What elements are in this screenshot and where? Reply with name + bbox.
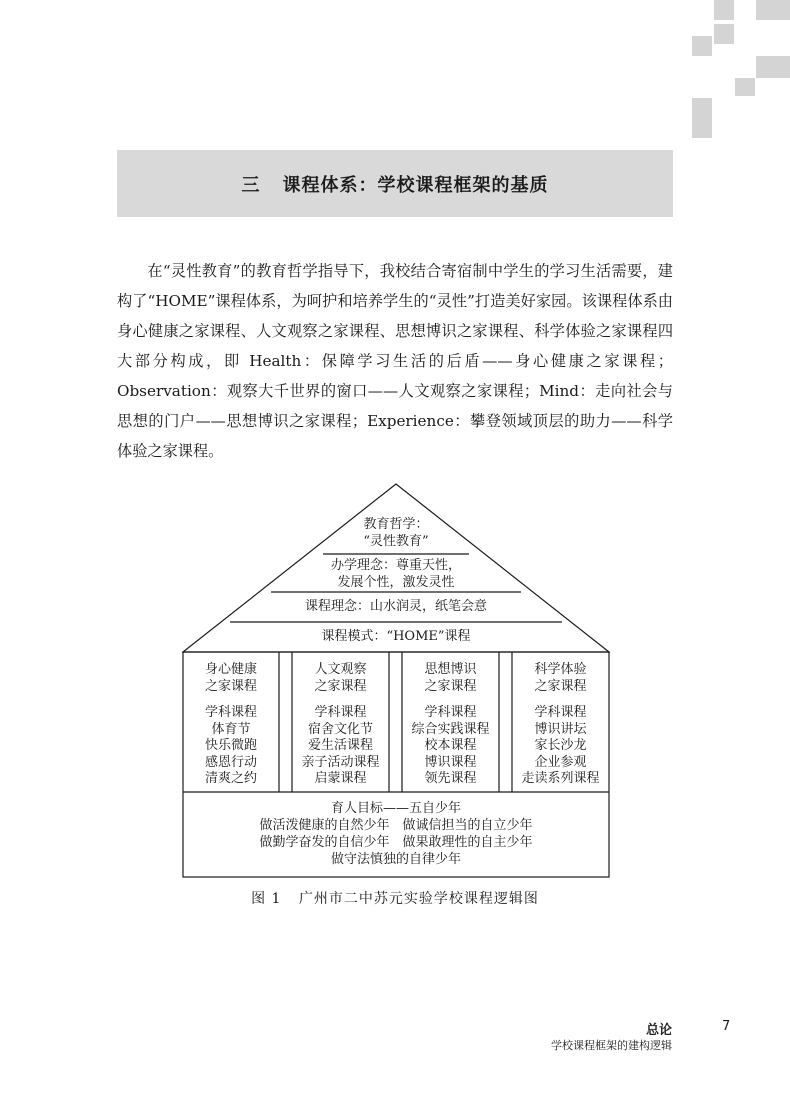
column-item: 校本课程 bbox=[424, 738, 477, 753]
goals-line: 做活泼健康的自然少年 做诚信担当的自立少年 bbox=[259, 818, 533, 833]
column-item: 学科课程 bbox=[534, 705, 587, 720]
column-item: 亲子活动课程 bbox=[301, 754, 380, 770]
goals-line: 做守法慎独的自律少年 bbox=[330, 852, 461, 867]
column-title bbox=[292, 662, 389, 695]
column-title-line: 科学体验 bbox=[534, 662, 587, 677]
column-title-line: 思想博识 bbox=[424, 662, 477, 677]
column-item: 学科课程 bbox=[204, 705, 257, 720]
course-column-experience bbox=[512, 662, 609, 788]
body-paragraph: 在“灵性教育”的教育哲学指导下，我校结合寄宿制中学生的学习生活需要，建构了“HOME”课程体系，为呵护和培养学生的“灵性”打造美好家园。该课程体系由身心健康之家课程、人文观察之家课程、思想博识之家课程、科学体验之家课程四大部分构成，即 Health：保障学习生活的后盾——身心健康之家课程；Observation：观察大千世界的窗口——人文观察之家课程；Mind：走向社会与思想的门户——思想博识之家课程；Experience：攀登领域顶层的助力——科学体验之家课程。 bbox=[117, 262, 673, 460]
concept-text bbox=[296, 557, 496, 591]
column-title-line: 之家课程 bbox=[534, 678, 587, 694]
course-framework-diagram bbox=[182, 482, 610, 878]
column-item: 体育节 bbox=[211, 721, 251, 737]
column-item: 走读系列课程 bbox=[521, 771, 600, 786]
column-item: 企业参观 bbox=[534, 754, 587, 770]
corner-decoration-square bbox=[714, 0, 734, 20]
corner-decoration-square bbox=[692, 36, 712, 56]
section-title-band bbox=[117, 150, 673, 217]
column-title-line: 之家课程 bbox=[314, 678, 367, 694]
column-item: 学科课程 bbox=[424, 705, 477, 720]
goals-line: 做勤学奋发的自信少年 做果敢理性的自主少年 bbox=[259, 835, 533, 850]
corner-decoration-square bbox=[692, 98, 712, 138]
corner-decoration-square bbox=[735, 78, 755, 96]
philosophy-text bbox=[346, 516, 446, 550]
course-idea-text: 课程理念：山水润灵，纸笔会意 bbox=[304, 599, 487, 614]
figure-caption-text: 广州市二中苏元实验学校课程逻辑图 bbox=[298, 891, 539, 907]
footer-subtitle: 学校课程框架的建构逻辑 bbox=[551, 1039, 672, 1052]
course-column-health bbox=[183, 662, 279, 788]
column-title-line: 人文观察 bbox=[314, 662, 367, 677]
column-title bbox=[402, 662, 499, 695]
column-item: 博识课程 bbox=[424, 754, 477, 770]
column-title-line: 身心健康 bbox=[204, 662, 257, 677]
education-goals-text bbox=[183, 800, 609, 868]
course-column-observation bbox=[292, 662, 389, 788]
column-item: 清爽之约 bbox=[204, 771, 257, 786]
footer-section-name: 总论 bbox=[645, 1023, 672, 1038]
column-item: 启蒙课程 bbox=[314, 771, 367, 786]
section-title: 课程体系：学校课程框架的基质 bbox=[282, 174, 549, 196]
column-item: 感恩行动 bbox=[204, 754, 257, 770]
concept-line-1: 办学理念：尊重天性， bbox=[330, 558, 461, 573]
section-number: 三 bbox=[241, 174, 261, 196]
column-item: 博识讲坛 bbox=[534, 721, 587, 737]
column-item: 领先课程 bbox=[424, 771, 477, 786]
figure-number: 图 1 bbox=[251, 891, 282, 907]
column-item: 爱生活课程 bbox=[307, 738, 373, 753]
page-number: 7 bbox=[722, 1019, 731, 1034]
corner-decoration-square bbox=[756, 56, 790, 78]
column-item: 家长沙龙 bbox=[534, 738, 587, 753]
philosophy-line-1: 教育哲学： bbox=[363, 517, 429, 532]
column-title bbox=[183, 662, 279, 695]
philosophy-line-2: “灵性教育” bbox=[363, 534, 429, 549]
concept-line-2: 发展个性，激发灵性 bbox=[337, 575, 455, 590]
corner-decoration-square bbox=[756, 0, 790, 20]
corner-decoration-square bbox=[714, 24, 734, 44]
column-item: 宿舍文化节 bbox=[307, 721, 373, 737]
column-item: 综合实践课程 bbox=[411, 721, 490, 737]
figure-caption bbox=[117, 888, 673, 908]
column-title-line: 之家课程 bbox=[424, 678, 477, 694]
goals-line: 育人目标——五自少年 bbox=[330, 801, 461, 816]
column-item: 快乐微跑 bbox=[204, 738, 257, 753]
column-title-line: 之家课程 bbox=[204, 678, 257, 694]
column-title bbox=[512, 662, 609, 695]
column-item: 学科课程 bbox=[314, 705, 367, 720]
course-mode-text: 课程模式：“HOME”课程 bbox=[321, 629, 471, 644]
course-column-mind bbox=[402, 662, 499, 788]
